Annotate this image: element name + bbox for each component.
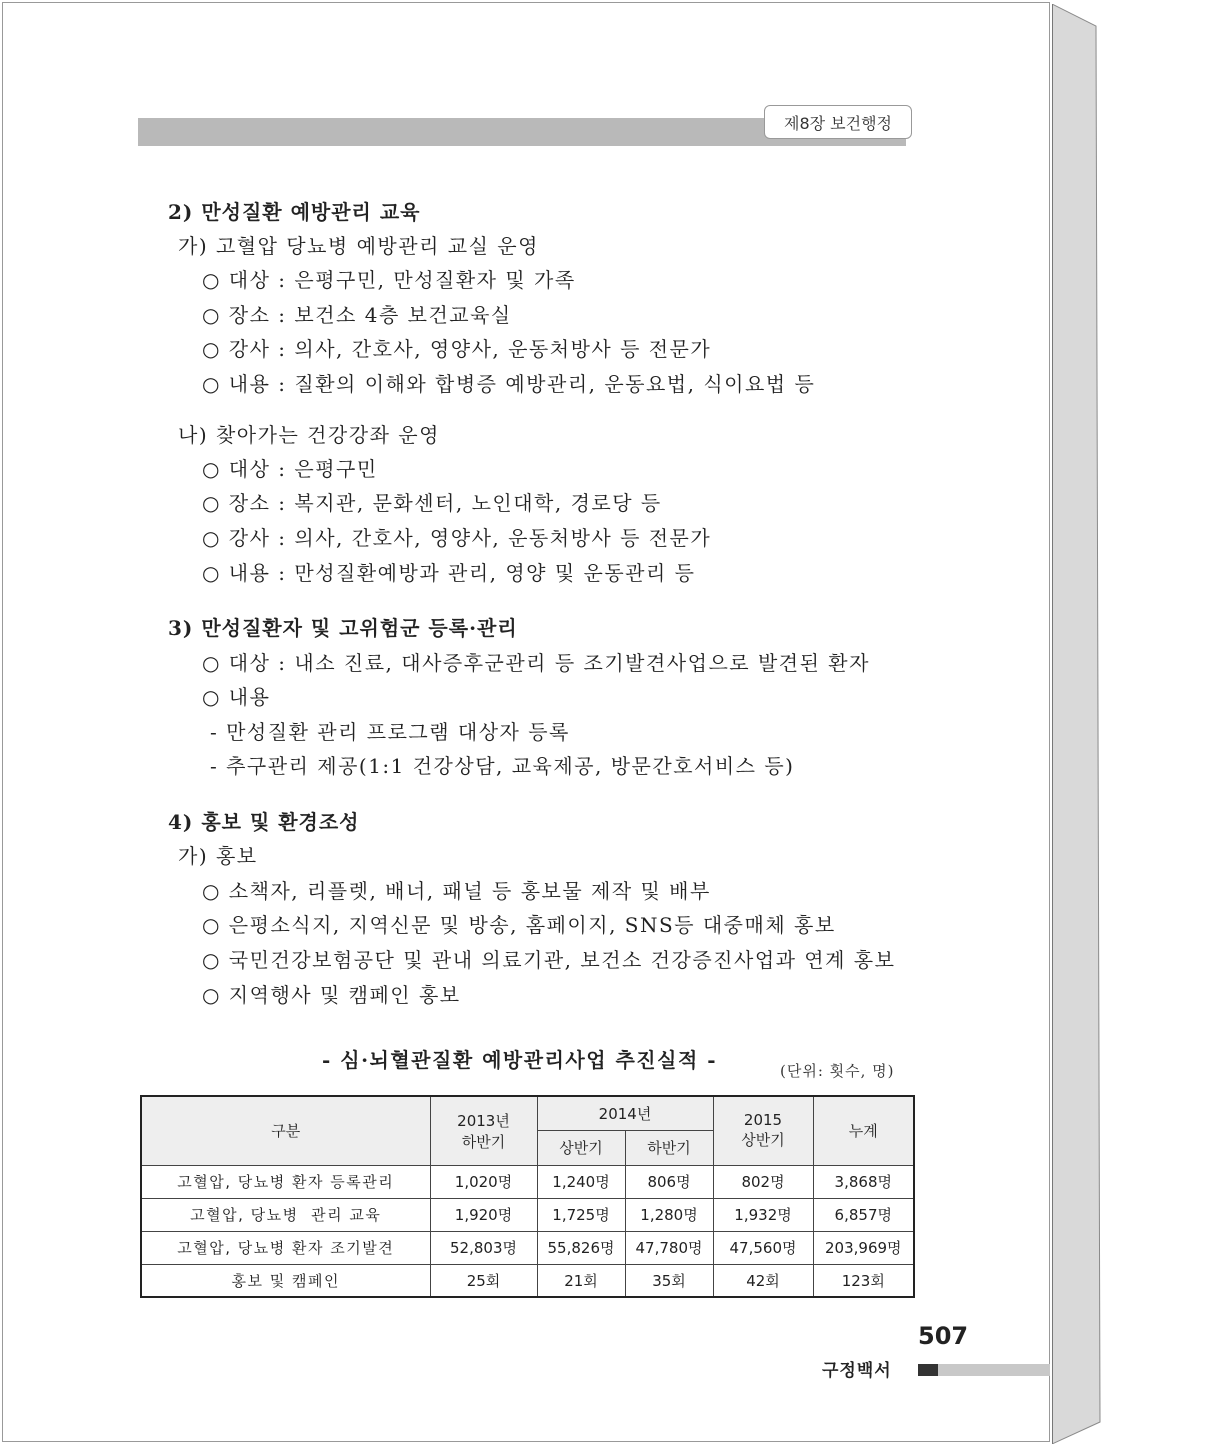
cell-2014-h1: 1,240명 (537, 1165, 625, 1198)
list-item: ○ 지역행사 및 캠페인 홍보 (202, 983, 461, 1007)
cell-2015-h1: 802명 (713, 1165, 813, 1198)
cell-total: 3,868명 (813, 1165, 914, 1198)
list-item: ○ 강사 : 의사, 간호사, 영양사, 운동처방사 등 전문가 (202, 526, 712, 550)
cell-2014-h1: 55,826명 (537, 1231, 625, 1264)
list-item: ○ 대상 : 은평구민, 만성질환자 및 가족 (202, 268, 576, 292)
cell-2015-h1: 42회 (713, 1264, 813, 1297)
cell-2013-h2: 1,920명 (430, 1198, 537, 1231)
chapter-label: 제8장 보건행정 (764, 105, 912, 139)
subsection-heading: 가) 홍보 (178, 844, 258, 868)
list-item: ○ 대상 : 은평구민 (202, 457, 378, 481)
list-item: ○ 장소 : 보건소 4층 보건교육실 (202, 303, 512, 327)
header-2014-h2: 하반기 (625, 1130, 713, 1165)
page-edge-shadow (1052, 4, 1102, 1444)
subsection-heading: 가) 고혈압 당뇨병 예방관리 교실 운영 (178, 234, 539, 258)
cell-2014-h2: 35회 (625, 1264, 713, 1297)
cell-total: 203,969명 (813, 1231, 914, 1264)
book-title: 구정백서 (822, 1361, 892, 1381)
cell-2014-h2: 806명 (625, 1165, 713, 1198)
list-item: ○ 소책자, 리플렛, 배너, 패널 등 홍보물 제작 및 배부 (202, 879, 711, 903)
header-2013: 2013년 하반기 (430, 1096, 537, 1165)
footer-bar-accent (918, 1364, 938, 1376)
table-unit: (단위: 횟수, 명) (780, 1062, 895, 1080)
header-2015: 2015 상반기 (713, 1096, 813, 1165)
subsection-heading: 나) 찾아가는 건강강좌 운영 (178, 423, 440, 447)
results-table (140, 1095, 915, 1298)
row-label: 고혈압, 당뇨병 관리 교육 (141, 1198, 430, 1231)
cell-total: 6,857명 (813, 1198, 914, 1231)
list-item: ○ 은평소식지, 지역신문 및 방송, 홈페이지, SNS등 대중매체 홍보 (202, 913, 836, 937)
table-row (141, 1198, 914, 1231)
header-total: 누계 (813, 1096, 914, 1165)
list-item: ○ 장소 : 복지관, 문화센터, 노인대학, 경로당 등 (202, 491, 662, 515)
row-label: 홍보 및 캠페인 (141, 1264, 430, 1297)
cell-2013-h2: 52,803명 (430, 1231, 537, 1264)
cell-total: 123회 (813, 1264, 914, 1297)
table-row (141, 1231, 914, 1264)
list-item: ○ 내용 (202, 685, 271, 709)
table-title: - 심·뇌혈관질환 예방관리사업 추진실적 - (322, 1048, 718, 1072)
cell-2014-h1: 21회 (537, 1264, 625, 1297)
header-2014: 2014년 (537, 1096, 713, 1130)
cell-2015-h1: 47,560명 (713, 1231, 813, 1264)
list-item: ○ 내용 : 질환의 이해와 합병증 예방관리, 운동요법, 식이요법 등 (202, 372, 816, 396)
table-row (141, 1264, 914, 1297)
row-label: 고혈압, 당뇨병 환자 조기발견 (141, 1231, 430, 1264)
cell-2014-h2: 1,280명 (625, 1198, 713, 1231)
row-label: 고혈압, 당뇨병 환자 등록관리 (141, 1165, 430, 1198)
cell-2014-h1: 1,725명 (537, 1198, 625, 1231)
footer-bar (938, 1364, 1050, 1376)
section-heading: 4) 홍보 및 환경조성 (168, 810, 360, 834)
list-item: - 추구관리 제공(1:1 건강상담, 교육제공, 방문간호서비스 등) (210, 754, 795, 778)
table-row (141, 1165, 914, 1198)
list-item: ○ 강사 : 의사, 간호사, 영양사, 운동처방사 등 전문가 (202, 337, 712, 361)
header-category: 구분 (141, 1096, 430, 1165)
page-number: 507 (918, 1322, 969, 1350)
list-item: ○ 국민건강보험공단 및 관내 의료기관, 보건소 건강증진사업과 연계 홍보 (202, 948, 896, 972)
list-item: ○ 내용 : 만성질환예방과 관리, 영양 및 운동관리 등 (202, 561, 696, 585)
header-2014-h1: 상반기 (537, 1130, 625, 1165)
cell-2014-h2: 47,780명 (625, 1231, 713, 1264)
cell-2015-h1: 1,932명 (713, 1198, 813, 1231)
section-heading: 2) 만성질환 예방관리 교육 (168, 200, 421, 224)
cell-2013-h2: 1,020명 (430, 1165, 537, 1198)
cell-2013-h2: 25회 (430, 1264, 537, 1297)
section-heading: 3) 만성질환자 및 고위험군 등록·관리 (168, 616, 518, 640)
list-item: ○ 대상 : 내소 진료, 대사증후군관리 등 조기발견사업으로 발견된 환자 (202, 651, 870, 675)
list-item: - 만성질환 관리 프로그램 대상자 등록 (210, 720, 570, 744)
